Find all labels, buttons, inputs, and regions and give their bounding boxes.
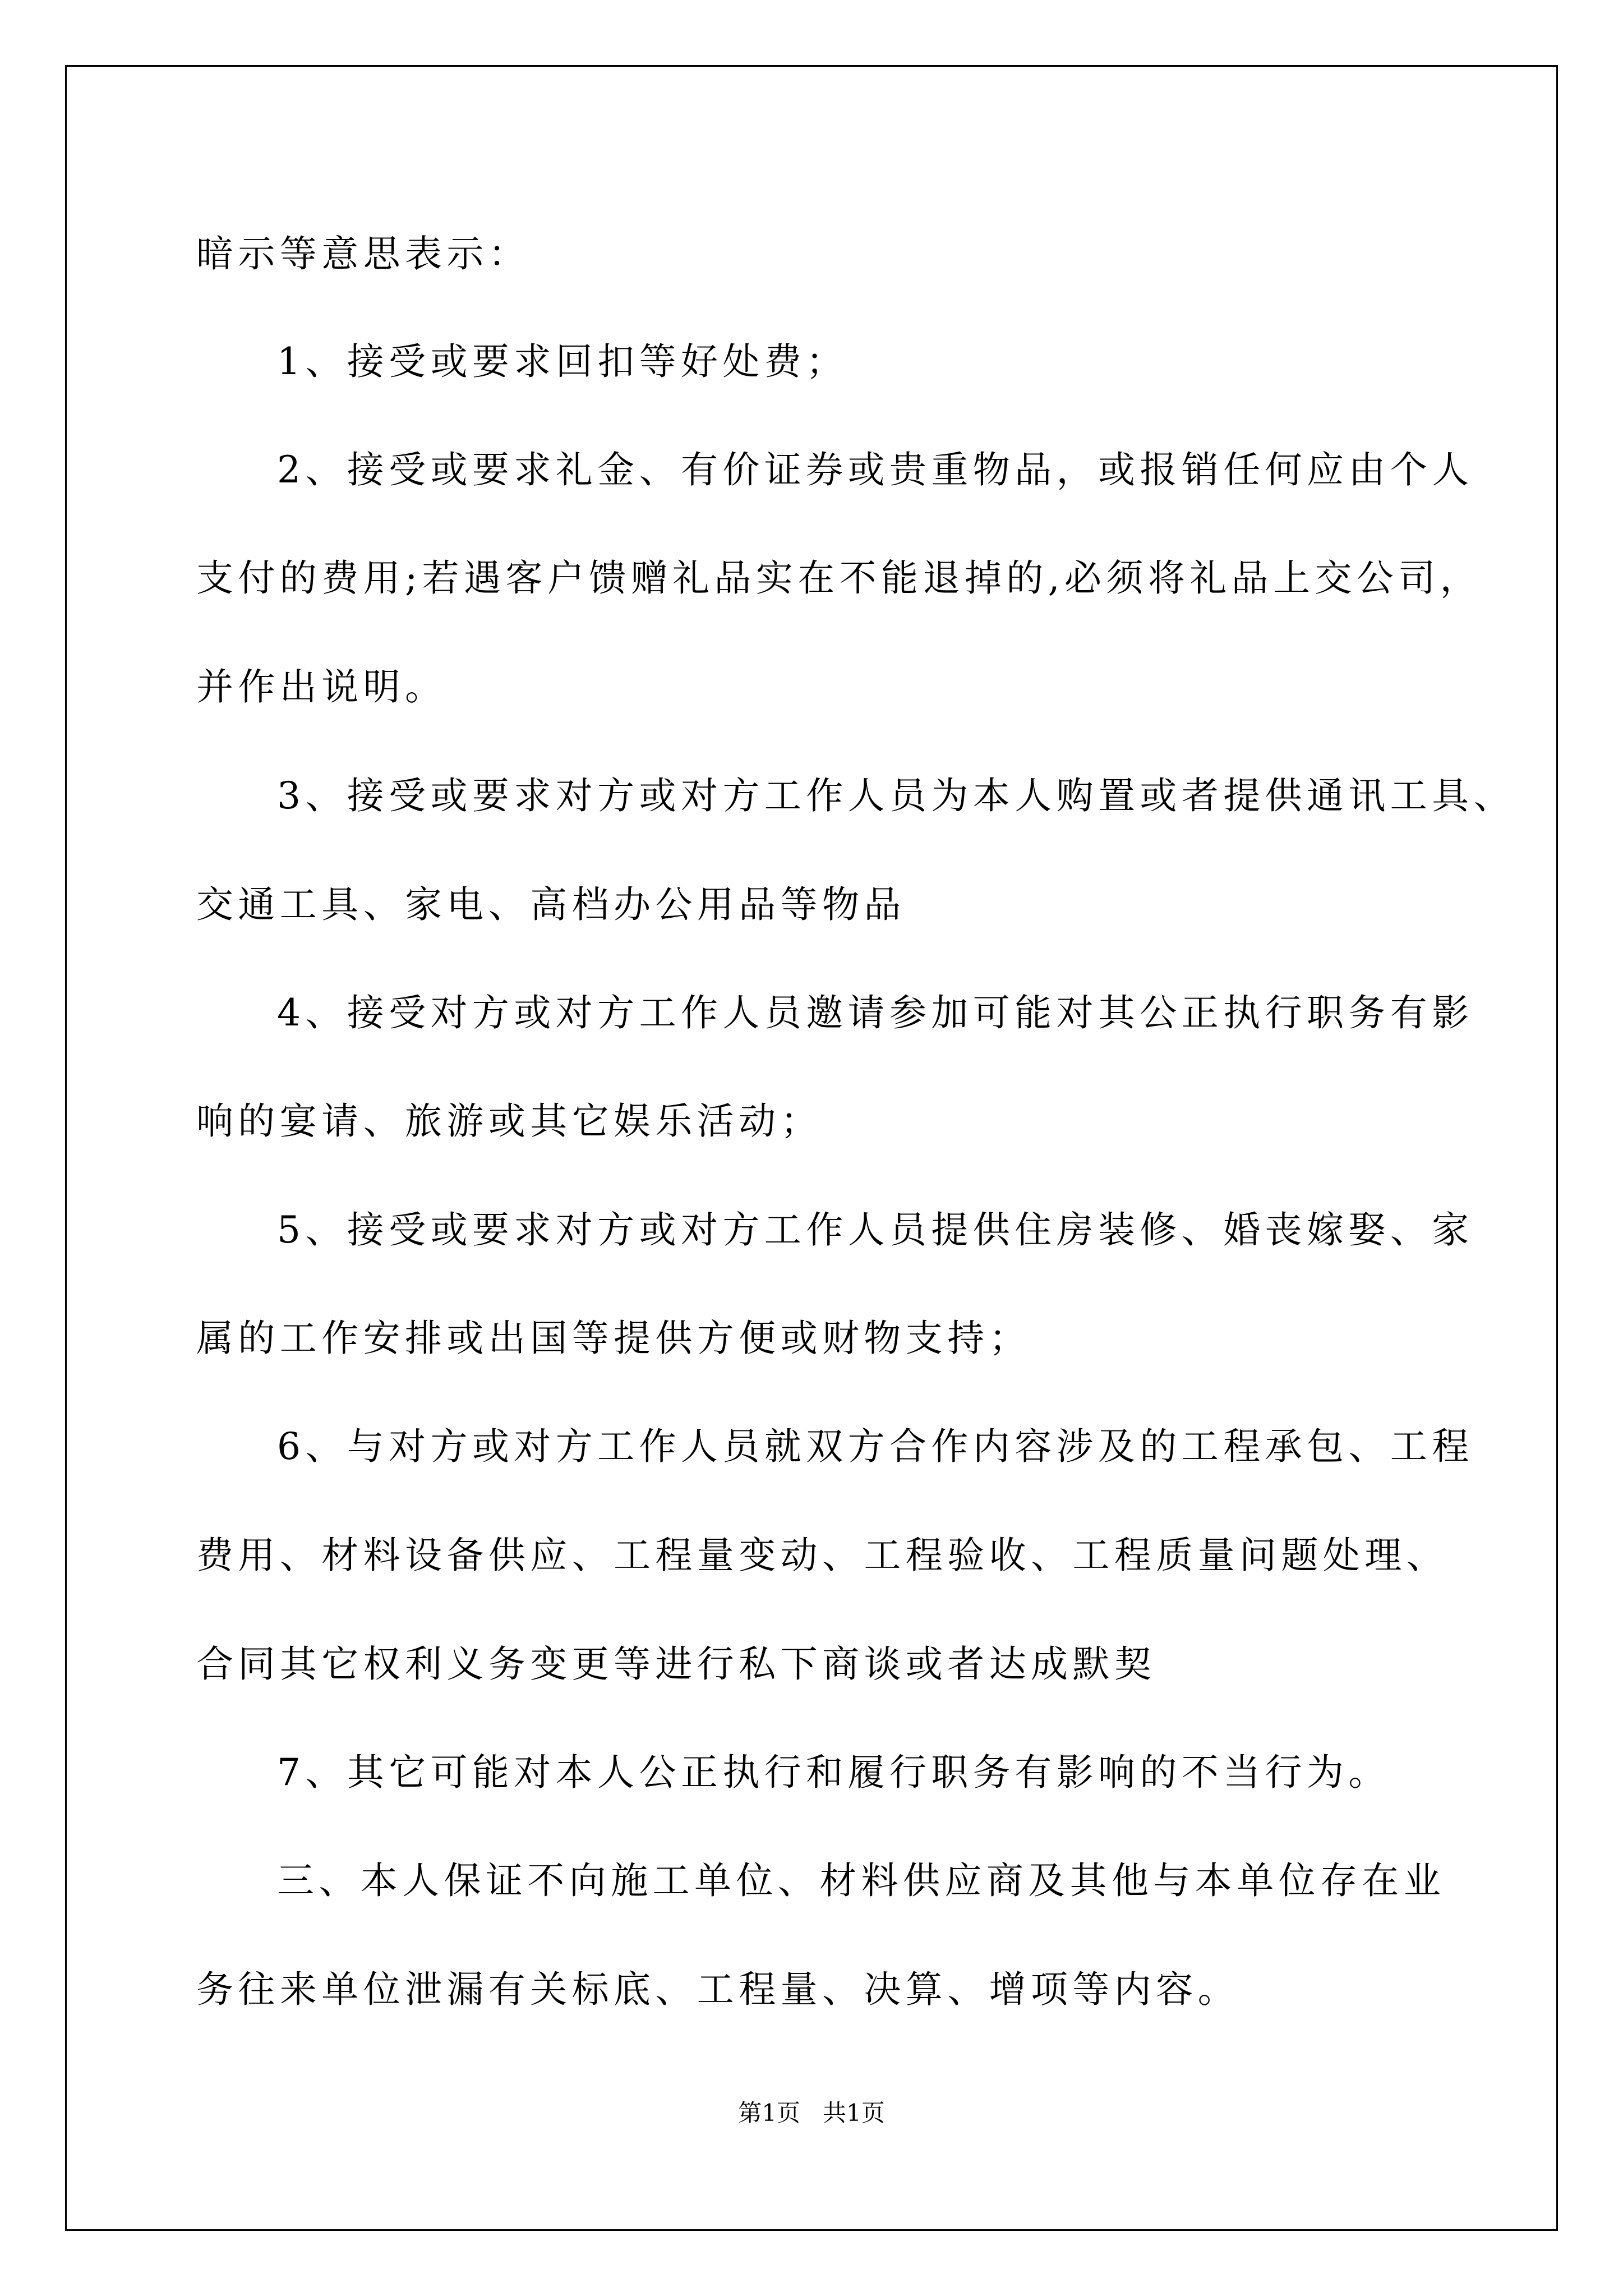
text-line: 并作出说明。 — [196, 665, 447, 708]
text-line: 1、接受或要求回扣等好处费； — [277, 340, 848, 383]
page-frame — [65, 65, 1558, 2231]
text-line: 支付的费用;若遇客户馈赠礼品实在不能退掉的,必须将礼品上交公司， — [196, 556, 1482, 600]
text-line: 三、本人保证不向施工单位、材料供应商及其他与本单位存在业 — [277, 1859, 1446, 1902]
page-footer: 第1页 共1页 — [738, 2099, 885, 2127]
text-line: 6、与对方或对方工作人员就双方合作内容涉及的工程承包、工程 — [277, 1425, 1474, 1468]
text-line: 合同其它权利义务变更等进行私下商谈或者达成默契 — [196, 1642, 1156, 1686]
text-line: 属的工作安排或出国等提供方便或财物支持； — [196, 1317, 1031, 1360]
text-line: 务往来单位泄漏有关标底、工程量、决算、增项等内容。 — [196, 1968, 1239, 2011]
text-line: 响的宴请、旅游或其它娱乐活动； — [196, 1099, 822, 1143]
text-line: 7、其它可能对本人公正执行和履行职务有影响的不当行为。 — [277, 1751, 1390, 1794]
text-line: 4、接受对方或对方工作人员邀请参加可能对其公正执行职务有影 — [277, 991, 1474, 1034]
text-line: 费用、材料设备供应、工程量变动、工程验收、工程质量问题处理、 — [196, 1534, 1448, 1577]
text-line: 交通工具、家电、高档办公用品等物品 — [196, 883, 906, 926]
text-line: 2、接受或要求礼金、有价证券或贵重物品，或报销任何应由个人 — [277, 448, 1474, 491]
text-line: 暗示等意思表示： — [196, 232, 531, 275]
text-line: 5、接受或要求对方或对方工作人员提供住房装修、婚丧嫁娶、家 — [277, 1208, 1474, 1251]
text-line: 3、接受或要求对方或对方工作人员为本人购置或者提供通讯工具、 — [277, 774, 1515, 817]
